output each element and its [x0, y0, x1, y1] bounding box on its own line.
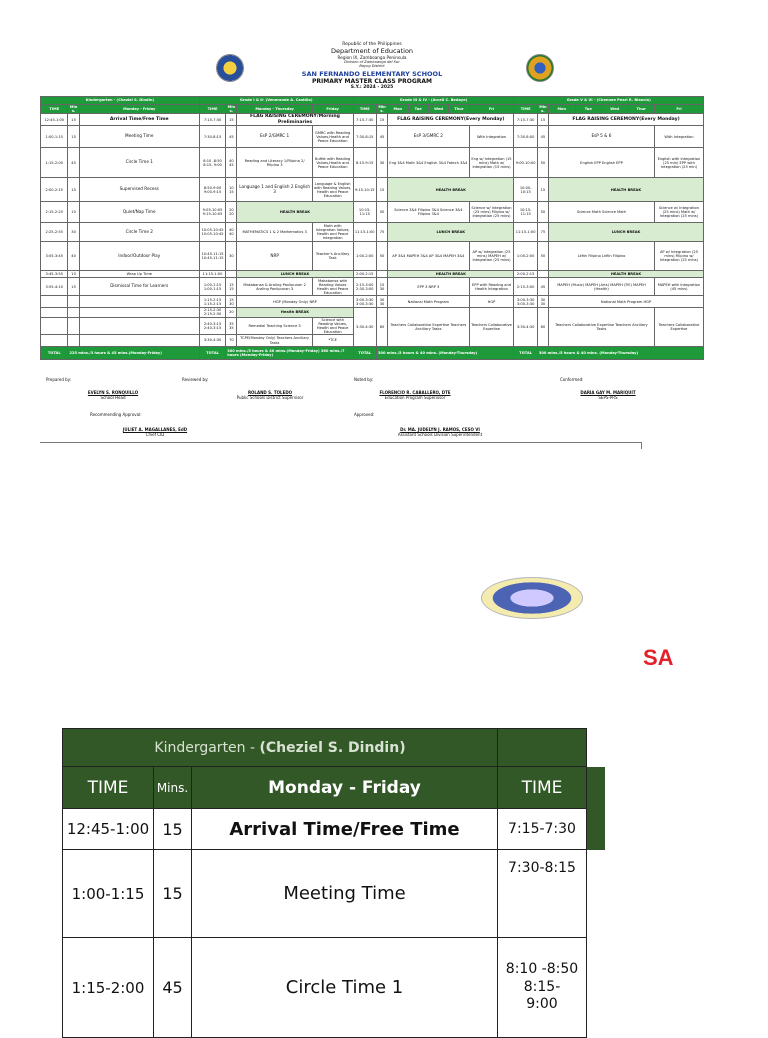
g12-activity: Remedial Teaching Science 3 — [237, 317, 312, 335]
prepared-by-label: Prepared by: — [46, 377, 72, 382]
k-mins: 15 — [68, 178, 79, 202]
k-activity: Circle Time 1 — [79, 148, 199, 178]
total-label: TOTAL — [41, 347, 68, 360]
g12-health-break: Health BREAK — [237, 308, 353, 317]
g56-activity: MAPEH (Music) MAPEH (Arts) MAPEH (P.E) MAPEH (Health) — [549, 278, 655, 296]
g12-time: 8:50-9:00 9:00-9:15 — [199, 178, 225, 202]
signatory-title: Assistant Schools Division Superintendent — [397, 431, 483, 437]
g12-mins: 35 35 — [226, 317, 237, 335]
time-line: 8:15- — [523, 978, 561, 995]
g12-mins: 45 — [226, 126, 237, 148]
g34-health-break: HEALTH BREAK — [388, 271, 514, 278]
g12-time: 9:05-10:05 9:15-10:05 — [199, 202, 225, 223]
signatory-title: SEPS-PRS — [598, 394, 618, 400]
g56-mins: 30 30 — [537, 296, 548, 308]
signatory-name: EVELYN S. RONQUILLO — [87, 390, 139, 395]
department-text: Department of Education — [330, 47, 414, 55]
k-time: 1:00-1:15 — [63, 850, 154, 938]
g56-health-break: HEALTH BREAK — [549, 271, 704, 278]
total-label: TOTAL — [514, 347, 537, 360]
g34-time: 7:30-8:15 — [353, 126, 376, 148]
col-fri: Fri — [654, 105, 703, 114]
k-time: 1:00-1:15 — [41, 126, 68, 148]
g56-friday: English with Integration (25 min) EPP with Integration (25 min) — [654, 148, 703, 178]
k-mins: 10 — [68, 271, 79, 278]
g12-activity: NRP — [237, 242, 312, 271]
g56-mins: 75 — [537, 223, 548, 242]
g34-time: 3:00-3:30 3:00-3:30 — [353, 296, 376, 308]
g34-friday: EPP with Reading and Health Integration — [469, 278, 514, 296]
school-year: S.Y.: 2024 - 2025 — [350, 85, 394, 90]
page-bottom-border — [40, 442, 642, 443]
g56-time: 3:30-4:30 — [514, 308, 537, 347]
k-time: 3:05-3:45 — [41, 242, 68, 271]
g12-grade-header: Grade I & II- (Venerande A. Castillo) — [199, 97, 353, 105]
g12-mins: 15 — [226, 114, 237, 126]
signatory-school-head — [68, 391, 158, 401]
g12-activity: MATHEMATICS 1 & 2 Mathematics 3 — [237, 223, 312, 242]
k-activity: Arrival Time/Free Time — [192, 809, 498, 850]
g56-time: 9:00-10:00 — [514, 148, 537, 178]
g34-activity: FLAG RAISING CEREMONY(Every Monday) — [388, 114, 514, 126]
signatory-asds — [365, 428, 515, 438]
g56-time: 2:15-3:00 — [514, 278, 537, 296]
k-mins: 15 — [154, 809, 192, 850]
g34-mins: 15 — [376, 178, 387, 202]
g12-mins: 40 40 — [226, 223, 237, 242]
col-mon: Mon — [388, 105, 408, 114]
col-mins: Mins. — [227, 105, 236, 114]
col-fri: Fri — [469, 105, 514, 114]
g12-time: 3:30-4:30 — [199, 335, 225, 347]
g56-time: 2:00-2:15 — [514, 271, 537, 278]
g34-time: 3:30-4:30 — [353, 308, 376, 347]
g12-lunch-break: LUNCH BREAK — [237, 271, 353, 278]
k-time: 3:55-4:10 — [41, 278, 68, 296]
k-total: 225 mins./3 hours & 45 mins.(Monday-Friday) — [68, 347, 199, 360]
g34-mins: 50 — [376, 202, 387, 223]
g12-mins: 20 — [226, 308, 237, 317]
g12-time: 11:15-1:00 — [199, 271, 225, 278]
k-grade-header — [63, 729, 498, 767]
g34-friday: Eng w/ Integration (15 mins) Math w/ Integration (15 mins) — [469, 148, 514, 178]
g56-mins: 50 — [537, 202, 548, 223]
g12-mins: 70 — [226, 335, 237, 347]
k-activity: Circle Time 2 — [79, 223, 199, 242]
g56-time: 7:30-8:00 — [514, 126, 537, 148]
k-mins: 15 — [68, 278, 79, 296]
deped-logo-icon — [481, 577, 583, 619]
col-wed: Wed — [428, 105, 448, 114]
kindergarten-zoom-table — [62, 728, 605, 1038]
district-text: Bayog District — [359, 64, 385, 68]
g12-activity: TCPE(Monday Only) Teachers Ancillary Tasks — [237, 335, 312, 347]
k-time: 3:45-3:55 — [41, 271, 68, 278]
g56-friday: AP w/ Integration (25 mins) Filipino w/ Integration (25 mins) — [654, 242, 703, 271]
k-time: 1:15-2:00 — [63, 938, 154, 1038]
col-mins: Mins. — [378, 105, 386, 114]
k-mins: 30 — [68, 223, 79, 242]
recommending-approval-label: Recommending Approval: — [90, 412, 142, 417]
g56-activity: Teachers Collaborative Expertise Teachers Ancillary Tasks — [549, 308, 655, 347]
g34-total: 300 mins./5 hours & 40 mins. (Monday-Thursday) — [376, 347, 513, 360]
g12-activity: Makabansa & Araling Panlipunan 2 Araling Panlipunan 3 — [237, 278, 312, 296]
signatory-name: JULIET A. MAGALLANES, EdD — [122, 427, 188, 432]
g34-time: 2:00-2:15 — [353, 271, 376, 278]
g34-mins: 30 — [376, 148, 387, 178]
k-mins: 45 — [154, 938, 192, 1038]
g12-time: 7:15-7:30 — [498, 809, 587, 850]
k-mins: 15 — [68, 114, 79, 126]
g12-friday: Math with Integration Values, Health and Peace Integration — [312, 223, 353, 242]
g12-time: 7:30-8:15 — [498, 850, 587, 938]
g34-time: 11:15-1:00 — [353, 223, 376, 242]
k-teacher-name: (Cheziel S. Dindin) — [259, 739, 406, 756]
g34-health-break: HEALTH BREAK — [388, 178, 514, 202]
g56-activity: FLAG RAISING CEREMONY(Every Monday) — [549, 114, 704, 126]
g56-activity: Lkfiln Filipino Lkfiln Filipino — [549, 242, 655, 271]
g56-activity: English EPP English EPP — [549, 148, 655, 178]
col-mon-thu: Monday - Thursday — [237, 105, 312, 114]
g34-friday: AP w/ Integration (25 mins) MAPEH w/ Integration (25 mins) — [469, 242, 514, 271]
g56-time: 10:15-11:15 — [514, 202, 537, 223]
time-line: 8:10 -8:50 — [505, 961, 579, 978]
g12-time: 8:10 -8:50 8:15- 9:00 — [199, 148, 225, 178]
g56-friday: MAPEH with Integration (45 mins) — [654, 278, 703, 296]
col-time: TIME — [498, 767, 587, 809]
g56-activity: EsP 5 & 6 — [549, 126, 655, 148]
g12-activity: FLAG RAISING CEREMONY/Morning Preliminaries — [237, 114, 353, 126]
g34-activity: EPP 3 NRP 3 — [388, 278, 469, 296]
g56-time: 11:15-1:00 — [514, 223, 537, 242]
g34-mins — [376, 271, 387, 278]
g56-activity: National Math Program HGP — [549, 296, 704, 308]
conformed-label: Conformed: — [560, 377, 584, 382]
program-title: PRIMARY MASTER CLASS PROGRAM — [311, 78, 433, 85]
k-activity: Dismissal Time for Learners — [79, 278, 199, 296]
k-activity: Meeting Time — [192, 850, 498, 938]
signatory-title: Education Program Supervisor — [384, 394, 446, 400]
k-mins: 10 — [68, 202, 79, 223]
g34-activity: Eng 3&4 Math 3&4 English 3&4 Fatech 3&4 — [388, 148, 469, 178]
reviewed-by-label: Reviewed by: — [182, 377, 209, 382]
g12-time — [498, 938, 587, 1038]
g12-mins: 10 15 — [226, 178, 237, 202]
g56-time: 1:00-2:00 — [514, 242, 537, 271]
g12-mins: 40 45 — [226, 148, 237, 178]
k-time: 2:25-2:55 — [41, 223, 68, 242]
col-time: TIME — [514, 105, 537, 114]
g12-total: 300 mins./5 hours & 40 mins.(Monday-Friday) 360 mins./7 hours (Monday-Friday) — [226, 347, 353, 360]
g12-time: 10:45-11:15 10:45-11:15 — [199, 242, 225, 271]
g34-time: 1:00-2:00 — [353, 242, 376, 271]
g56-time: 7:15-7:30 — [514, 114, 537, 126]
signatory-seps — [563, 391, 653, 401]
schedule-table — [40, 96, 704, 360]
spacer — [587, 767, 605, 809]
g12-mins: 20 20 — [226, 202, 237, 223]
g12-time: 1:00-1:15 1:00-1:15 — [199, 278, 225, 296]
g12-friday: Teacher's Ancillary Task — [312, 242, 353, 271]
g12-time: 1:15-2:15 1:15-2:15 — [199, 296, 225, 308]
k-grade-label: Kindergarten - — [154, 739, 260, 756]
g34-time: 7:15-7:30 — [353, 114, 376, 126]
col-fri: Friday — [312, 105, 353, 114]
g12-time: 2:15-2:30 2:15-2:30 — [199, 308, 225, 317]
g56-total: 300 mins./5 hours & 40 mins. (Monday-Thursday) — [537, 347, 703, 360]
g56-mins: 45 — [537, 278, 548, 296]
g56-mins: 15 — [537, 114, 548, 126]
g12-activity: EsP 2/GMRC 1 — [237, 126, 312, 148]
g12-grade-header-partial — [498, 729, 587, 767]
col-thu: Thur — [449, 105, 469, 114]
g12-mins: 15 30 — [226, 296, 237, 308]
g34-time: 9:15-10:15 — [353, 178, 376, 202]
g12-health-break: HEALTH BREAK — [237, 202, 353, 223]
g34-activity: AP 3&4 MAPEH 3&4 AP 3&4 MAPEH 3&4 — [388, 242, 469, 271]
signatory-name: ROLAND S. TOLEDO — [247, 390, 293, 395]
col-mins: Mins. — [539, 105, 547, 114]
k-activity: Wrap Up Time — [79, 271, 199, 278]
g56-mins: 45 — [537, 126, 548, 148]
col-mon-fri: Monday - Friday — [192, 767, 498, 809]
g34-activity: Teachers Collaborative Expertise Teachers Ancillary Tasks — [388, 308, 469, 347]
g34-friday: HGP — [469, 296, 514, 308]
total-label: TOTAL — [353, 347, 376, 360]
signatory-title: Chief CID — [145, 431, 165, 437]
k-activity: Arrival Time/Free Time — [79, 114, 199, 126]
g12-mins: 15 15 — [226, 278, 237, 296]
time-line: 9:00 — [526, 996, 558, 1013]
g34-activity: Science 3&4 Filipino 3&4 Science 3&4 Filipino 3&4 — [388, 202, 469, 223]
g34-mins: 30 30 — [376, 296, 387, 308]
g34-mins: 15 30 — [376, 278, 387, 296]
g56-mins: 50 — [537, 242, 548, 271]
col-time: TIME — [63, 767, 154, 809]
col-time: TIME — [353, 105, 376, 114]
g56-friday: With Integration — [654, 126, 703, 148]
g34-mins: 15 — [376, 114, 387, 126]
g34-activity: EsP 3/GMRC 2 — [388, 126, 469, 148]
g12-activity: Language 1 and English 2 English 3 — [237, 178, 312, 202]
spacer — [587, 729, 605, 767]
g12-friday: Science with Reading Values, Health and Peace Education — [312, 317, 353, 335]
g56-grade-header: Grade V & VI - (Chennee Pearl R. Blancia) — [514, 97, 704, 105]
col-wed: Wed — [601, 105, 627, 114]
g56-mins: 15 — [537, 178, 548, 202]
g56-friday: Science w/ Integration (25 mins) Math w/ Integration (25 mins) — [654, 202, 703, 223]
k-mins: 15 — [154, 850, 192, 938]
g34-mins: 45 — [376, 126, 387, 148]
g12-friday: Language & English with Reading Values, Health and Peace Education — [312, 178, 353, 202]
signatory-title: Public Schools District Supervisor — [236, 394, 304, 400]
k-activity: Quiet/Nap Time — [79, 202, 199, 223]
school-name: SAN FERNANDO ELEMENTARY SCHOOL — [301, 70, 443, 78]
g56-time: 3:00-3:30 3:00-3:30 — [514, 296, 537, 308]
g34-friday: Science w/ Integration (25 mins) Filipino w/ Integration (25 mins) — [469, 202, 514, 223]
k-time: 12:45-1:00 — [63, 809, 154, 850]
noted-by-label: Noted by: — [354, 377, 374, 382]
spacer — [587, 850, 605, 938]
col-time: TIME — [199, 105, 225, 114]
spacer — [587, 938, 605, 1038]
signatory-district-supervisor — [215, 391, 325, 401]
g12-time: 7:15-7:30 — [199, 114, 225, 126]
g12-time: 7:30-8:15 — [199, 126, 225, 148]
k-activity: Circle Time 1 — [192, 938, 498, 1038]
g12-mins — [226, 271, 237, 278]
approved-label: Approved: — [354, 412, 375, 417]
k-mins: 40 — [68, 242, 79, 271]
col-tue: Tue — [408, 105, 428, 114]
signatory-program-supervisor — [360, 391, 470, 401]
k-time: 2:00-2:15 — [41, 178, 68, 202]
republic-text: Republic of the Philippines — [342, 42, 402, 47]
g56-friday: Teachers Collaborative Expertise — [654, 308, 703, 347]
g12-time: 2:40-3:15 2:40-3:15 — [199, 317, 225, 335]
k-grade-header: Kindergarten - (Cheziel S. Dindin) — [41, 97, 200, 105]
g12-activity: HGP (Monday Only) NRP — [237, 296, 353, 308]
g56-health-break: HEALTH BREAK — [549, 178, 704, 202]
g56-activity: Science Math Science Math — [549, 202, 655, 223]
signatory-name: DARIA GAY M. MARIQUIT — [580, 390, 636, 395]
g56-mins — [537, 271, 548, 278]
col-mon-fri: Monday - Friday — [79, 105, 199, 114]
g34-time: 2:15-3:00 2:30-3:00 — [353, 278, 376, 296]
col-tue: Tue — [575, 105, 601, 114]
col-mins: Mins. — [154, 767, 192, 809]
school-name-fragment: SA — [643, 645, 674, 670]
g12-mins: 30 — [226, 242, 237, 271]
g12-friday: GMRC with Reading Values,Health and Peace Education — [312, 126, 353, 148]
g34-lunch-break: LUNCH BREAK — [388, 223, 514, 242]
g12-friday: *TCE — [312, 335, 353, 347]
g34-mins: 60 — [376, 308, 387, 347]
g56-time: 10:00-10:15 — [514, 178, 537, 202]
g12-activity: Reading and Literacy 1/Filipino 2/ Filipino 3 — [237, 148, 312, 178]
g34-activity: National Math Program — [388, 296, 469, 308]
g34-time: 10:15-11:15 — [353, 202, 376, 223]
signatory-chief-cid — [100, 428, 210, 438]
g56-mins: 60 — [537, 308, 548, 347]
k-mins: 15 — [68, 126, 79, 148]
k-activity: Meeting Time — [79, 126, 199, 148]
signatory-title: School Head — [100, 394, 126, 400]
col-time: TIME — [41, 105, 68, 114]
g34-time: 8:15-9:15 — [353, 148, 376, 178]
k-time: 2:15-2:25 — [41, 202, 68, 223]
g34-friday: With Integration — [469, 126, 514, 148]
k-time: 1:15-2:00 — [41, 148, 68, 178]
division-text: Division of Zamboanga del Sur — [344, 60, 400, 64]
g56-lunch-break: LUNCH BREAK — [549, 223, 704, 242]
g12-friday: Makabansa with Reading Values Health and Peace Education — [312, 278, 353, 296]
g34-grade-header: Grade III & IV - (Arceli C. Bedaye) — [353, 97, 514, 105]
g34-mins: 50 — [376, 242, 387, 271]
g12-time: 10:05-10:45 10:05-10:45 — [199, 223, 225, 242]
k-mins: 45 — [68, 148, 79, 178]
region-text: Region IX, Zamboanga Peninsula — [337, 55, 407, 60]
spacer — [587, 809, 605, 850]
class-program-page — [40, 42, 704, 442]
col-thu: Thur — [628, 105, 654, 114]
page-corner-mark — [641, 442, 642, 449]
g34-friday: Teachers Collaborative Expertise — [469, 308, 514, 347]
g34-mins: 75 — [376, 223, 387, 242]
k-time: 12:45-1:00 — [41, 114, 68, 126]
col-mon: Mon — [549, 105, 575, 114]
g12-friday: Buffet with Reading Values,Health and Peace Education — [312, 148, 353, 178]
col-mins: Mins. — [69, 105, 78, 114]
total-label: TOTAL — [199, 347, 225, 360]
k-activity: Indoor/Outdoor Play — [79, 242, 199, 271]
signatory-name: FLORENCIO R. CABALLERO, DTE — [379, 390, 451, 395]
g56-mins: 50 — [537, 148, 548, 178]
signatory-name: Dr. MA. JUDELYN J. RAMOS, CESO VI — [400, 427, 480, 432]
k-activity: Supervised Recess — [79, 178, 199, 202]
